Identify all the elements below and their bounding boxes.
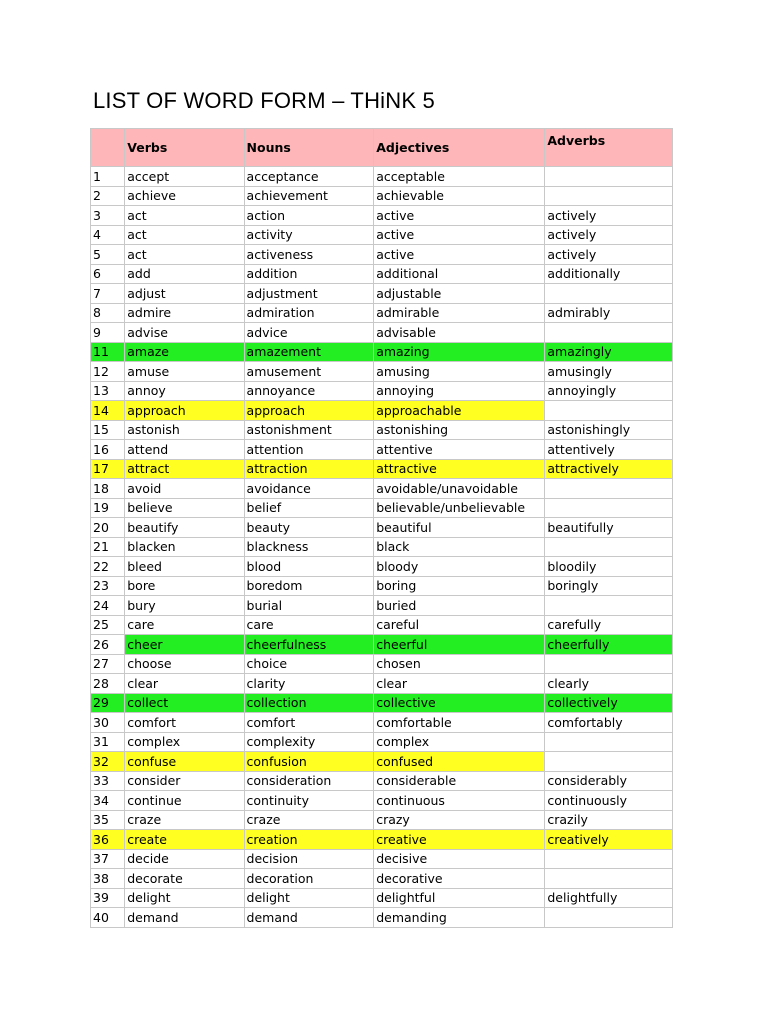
- table-row: [91, 791, 673, 811]
- adjective-cell: complex: [374, 732, 545, 752]
- adjective-cell: beautiful: [374, 518, 545, 538]
- row-number: 9: [91, 323, 125, 343]
- adjective-cell: active: [374, 206, 545, 226]
- verb-cell: collect: [125, 693, 244, 713]
- adverb-cell: bloodily: [545, 557, 673, 577]
- adverb-cell: [545, 323, 673, 343]
- adjective-cell: confused: [374, 752, 545, 772]
- verb-cell: cheer: [125, 635, 244, 655]
- row-number: 18: [91, 479, 125, 499]
- adjective-cell: achievable: [374, 186, 545, 206]
- verb-cell: annoy: [125, 381, 244, 401]
- verb-cell: admire: [125, 303, 244, 323]
- row-number: 8: [91, 303, 125, 323]
- adverb-cell: [545, 908, 673, 928]
- noun-cell: approach: [244, 401, 374, 421]
- adjective-cell: advisable: [374, 323, 545, 343]
- table-row: [91, 771, 673, 791]
- verb-cell: add: [125, 264, 244, 284]
- row-number: 15: [91, 420, 125, 440]
- table-row: [91, 537, 673, 557]
- row-number: 12: [91, 362, 125, 382]
- adverb-cell: collectively: [545, 693, 673, 713]
- verb-cell: decide: [125, 849, 244, 869]
- row-number: 39: [91, 888, 125, 908]
- adverb-cell: [545, 752, 673, 772]
- row-number: 2: [91, 186, 125, 206]
- row-number: 38: [91, 869, 125, 889]
- adverb-cell: delightfully: [545, 888, 673, 908]
- verb-cell: approach: [125, 401, 244, 421]
- noun-cell: acceptance: [244, 167, 374, 187]
- row-number: 32: [91, 752, 125, 772]
- noun-cell: avoidance: [244, 479, 374, 499]
- row-number: 1: [91, 167, 125, 187]
- row-number: 25: [91, 615, 125, 635]
- adverb-cell: admirably: [545, 303, 673, 323]
- verb-cell: adjust: [125, 284, 244, 304]
- adverb-cell: crazily: [545, 810, 673, 830]
- row-number: 16: [91, 440, 125, 460]
- verb-cell: blacken: [125, 537, 244, 557]
- table-row: [91, 869, 673, 889]
- adjective-cell: comfortable: [374, 713, 545, 733]
- noun-cell: blood: [244, 557, 374, 577]
- noun-cell: adjustment: [244, 284, 374, 304]
- adjective-cell: adjustable: [374, 284, 545, 304]
- table-row: [91, 576, 673, 596]
- table-row: [91, 459, 673, 479]
- adverb-cell: [545, 284, 673, 304]
- verb-cell: act: [125, 206, 244, 226]
- adverb-cell: carefully: [545, 615, 673, 635]
- row-number: 30: [91, 713, 125, 733]
- adjective-cell: astonishing: [374, 420, 545, 440]
- adjective-cell: additional: [374, 264, 545, 284]
- adjective-cell: boring: [374, 576, 545, 596]
- adjective-cell: demanding: [374, 908, 545, 928]
- adverb-cell: attractively: [545, 459, 673, 479]
- verb-cell: consider: [125, 771, 244, 791]
- table-row: [91, 284, 673, 304]
- table-row: [91, 440, 673, 460]
- verb-cell: beautify: [125, 518, 244, 538]
- adverb-cell: beautifully: [545, 518, 673, 538]
- verb-cell: act: [125, 245, 244, 265]
- adverb-cell: amazingly: [545, 342, 673, 362]
- verb-cell: bury: [125, 596, 244, 616]
- noun-cell: activity: [244, 225, 374, 245]
- row-number: 29: [91, 693, 125, 713]
- verb-cell: amuse: [125, 362, 244, 382]
- table-row: [91, 303, 673, 323]
- row-number: 13: [91, 381, 125, 401]
- noun-cell: advice: [244, 323, 374, 343]
- adjective-cell: active: [374, 225, 545, 245]
- verb-cell: complex: [125, 732, 244, 752]
- noun-cell: achievement: [244, 186, 374, 206]
- table-row: [91, 362, 673, 382]
- noun-cell: amazement: [244, 342, 374, 362]
- adverb-cell: boringly: [545, 576, 673, 596]
- verb-cell: choose: [125, 654, 244, 674]
- table-row: [91, 518, 673, 538]
- row-number: 11: [91, 342, 125, 362]
- noun-cell: activeness: [244, 245, 374, 265]
- noun-cell: boredom: [244, 576, 374, 596]
- row-number: 6: [91, 264, 125, 284]
- adjective-cell: collective: [374, 693, 545, 713]
- adverb-cell: comfortably: [545, 713, 673, 733]
- adjective-cell: admirable: [374, 303, 545, 323]
- table-row: [91, 401, 673, 421]
- row-number: 31: [91, 732, 125, 752]
- table-header: [91, 129, 673, 167]
- adjective-cell: avoidable/unavoidable: [374, 479, 545, 499]
- verb-cell: accept: [125, 167, 244, 187]
- verb-cell: bleed: [125, 557, 244, 577]
- row-number: 20: [91, 518, 125, 538]
- verb-cell: demand: [125, 908, 244, 928]
- verb-cell: care: [125, 615, 244, 635]
- table-body: [91, 167, 673, 928]
- noun-cell: attention: [244, 440, 374, 460]
- table-row: [91, 849, 673, 869]
- verb-cell: avoid: [125, 479, 244, 499]
- row-number: 19: [91, 498, 125, 518]
- adverb-cell: [545, 654, 673, 674]
- row-number: 28: [91, 674, 125, 694]
- header-row: [91, 129, 673, 167]
- adjective-cell: continuous: [374, 791, 545, 811]
- noun-cell: cheerfulness: [244, 635, 374, 655]
- adverb-cell: [545, 186, 673, 206]
- table-row: [91, 264, 673, 284]
- row-number: 27: [91, 654, 125, 674]
- verb-cell: decorate: [125, 869, 244, 889]
- adjective-cell: attractive: [374, 459, 545, 479]
- adjective-cell: acceptable: [374, 167, 545, 187]
- table-row: [91, 732, 673, 752]
- adjective-cell: believable/unbelievable: [374, 498, 545, 518]
- noun-cell: care: [244, 615, 374, 635]
- noun-cell: addition: [244, 264, 374, 284]
- noun-cell: belief: [244, 498, 374, 518]
- adjective-cell: considerable: [374, 771, 545, 791]
- row-number: 3: [91, 206, 125, 226]
- page-title: LIST OF WORD FORM – THiNK 5: [93, 88, 435, 113]
- noun-cell: confusion: [244, 752, 374, 772]
- adverb-cell: [545, 537, 673, 557]
- row-number: 4: [91, 225, 125, 245]
- adverb-cell: [545, 732, 673, 752]
- adverb-cell: [545, 479, 673, 499]
- adverb-cell: [545, 596, 673, 616]
- adjective-cell: decisive: [374, 849, 545, 869]
- adverb-cell: actively: [545, 245, 673, 265]
- verb-cell: comfort: [125, 713, 244, 733]
- noun-cell: complexity: [244, 732, 374, 752]
- noun-cell: attraction: [244, 459, 374, 479]
- adverb-cell: actively: [545, 206, 673, 226]
- verb-cell: act: [125, 225, 244, 245]
- noun-cell: decoration: [244, 869, 374, 889]
- noun-cell: continuity: [244, 791, 374, 811]
- noun-cell: demand: [244, 908, 374, 928]
- noun-cell: admiration: [244, 303, 374, 323]
- table-row: [91, 674, 673, 694]
- noun-cell: amusement: [244, 362, 374, 382]
- adverb-cell: amusingly: [545, 362, 673, 382]
- adjective-cell: crazy: [374, 810, 545, 830]
- noun-cell: creation: [244, 830, 374, 850]
- word-form-table: [90, 128, 673, 928]
- adjective-cell: cheerful: [374, 635, 545, 655]
- table-row: [91, 557, 673, 577]
- row-number: 14: [91, 401, 125, 421]
- row-number: 36: [91, 830, 125, 850]
- adverb-cell: [545, 498, 673, 518]
- adjective-cell: active: [374, 245, 545, 265]
- adverb-cell: [545, 401, 673, 421]
- header-number: [91, 129, 125, 167]
- noun-cell: annoyance: [244, 381, 374, 401]
- noun-cell: clarity: [244, 674, 374, 694]
- verb-cell: attend: [125, 440, 244, 460]
- verb-cell: achieve: [125, 186, 244, 206]
- noun-cell: collection: [244, 693, 374, 713]
- row-number: 33: [91, 771, 125, 791]
- header-adverbs: Adverbs: [545, 129, 673, 167]
- row-number: 40: [91, 908, 125, 928]
- table-row: [91, 830, 673, 850]
- table-row: [91, 635, 673, 655]
- table-row: [91, 342, 673, 362]
- noun-cell: beauty: [244, 518, 374, 538]
- adverb-cell: continuously: [545, 791, 673, 811]
- adverb-cell: additionally: [545, 264, 673, 284]
- adjective-cell: clear: [374, 674, 545, 694]
- noun-cell: astonishment: [244, 420, 374, 440]
- adverb-cell: attentively: [545, 440, 673, 460]
- table-row: [91, 225, 673, 245]
- adjective-cell: approachable: [374, 401, 545, 421]
- table-row: [91, 752, 673, 772]
- table-row: [91, 186, 673, 206]
- table-row: [91, 420, 673, 440]
- adverb-cell: actively: [545, 225, 673, 245]
- adjective-cell: black: [374, 537, 545, 557]
- table-row: [91, 888, 673, 908]
- verb-cell: continue: [125, 791, 244, 811]
- verb-cell: astonish: [125, 420, 244, 440]
- row-number: 24: [91, 596, 125, 616]
- adverb-cell: creatively: [545, 830, 673, 850]
- table-row: [91, 381, 673, 401]
- verb-cell: attract: [125, 459, 244, 479]
- verb-cell: confuse: [125, 752, 244, 772]
- table-row: [91, 654, 673, 674]
- table-row: [91, 596, 673, 616]
- adjective-cell: delightful: [374, 888, 545, 908]
- table-row: [91, 498, 673, 518]
- adjective-cell: chosen: [374, 654, 545, 674]
- noun-cell: action: [244, 206, 374, 226]
- noun-cell: burial: [244, 596, 374, 616]
- table-row: [91, 323, 673, 343]
- adverb-cell: [545, 869, 673, 889]
- row-number: 22: [91, 557, 125, 577]
- noun-cell: decision: [244, 849, 374, 869]
- noun-cell: comfort: [244, 713, 374, 733]
- header-adjectives: Adjectives: [374, 129, 545, 167]
- adverb-cell: astonishingly: [545, 420, 673, 440]
- row-number: 34: [91, 791, 125, 811]
- verb-cell: believe: [125, 498, 244, 518]
- verb-cell: bore: [125, 576, 244, 596]
- adverb-cell: considerably: [545, 771, 673, 791]
- adjective-cell: amazing: [374, 342, 545, 362]
- adverb-cell: cheerfully: [545, 635, 673, 655]
- adjective-cell: buried: [374, 596, 545, 616]
- noun-cell: consideration: [244, 771, 374, 791]
- header-verbs: Verbs: [125, 129, 244, 167]
- table-row: [91, 167, 673, 187]
- table-row: [91, 713, 673, 733]
- table-row: [91, 810, 673, 830]
- noun-cell: blackness: [244, 537, 374, 557]
- row-number: 37: [91, 849, 125, 869]
- adverb-cell: [545, 167, 673, 187]
- adjective-cell: attentive: [374, 440, 545, 460]
- row-number: 7: [91, 284, 125, 304]
- table-row: [91, 206, 673, 226]
- adjective-cell: decorative: [374, 869, 545, 889]
- table-row: [91, 479, 673, 499]
- row-number: 26: [91, 635, 125, 655]
- adverb-cell: annoyingly: [545, 381, 673, 401]
- table-row: [91, 693, 673, 713]
- verb-cell: amaze: [125, 342, 244, 362]
- adverb-cell: [545, 849, 673, 869]
- noun-cell: delight: [244, 888, 374, 908]
- row-number: 35: [91, 810, 125, 830]
- adjective-cell: careful: [374, 615, 545, 635]
- header-nouns: Nouns: [244, 129, 374, 167]
- verb-cell: delight: [125, 888, 244, 908]
- verb-cell: advise: [125, 323, 244, 343]
- adjective-cell: annoying: [374, 381, 545, 401]
- noun-cell: choice: [244, 654, 374, 674]
- adverb-cell: clearly: [545, 674, 673, 694]
- table-row: [91, 615, 673, 635]
- adjective-cell: bloody: [374, 557, 545, 577]
- row-number: 21: [91, 537, 125, 557]
- table-row: [91, 908, 673, 928]
- row-number: 17: [91, 459, 125, 479]
- verb-cell: craze: [125, 810, 244, 830]
- row-number: 5: [91, 245, 125, 265]
- verb-cell: clear: [125, 674, 244, 694]
- noun-cell: craze: [244, 810, 374, 830]
- table-row: [91, 245, 673, 265]
- verb-cell: create: [125, 830, 244, 850]
- adjective-cell: amusing: [374, 362, 545, 382]
- row-number: 23: [91, 576, 125, 596]
- adjective-cell: creative: [374, 830, 545, 850]
